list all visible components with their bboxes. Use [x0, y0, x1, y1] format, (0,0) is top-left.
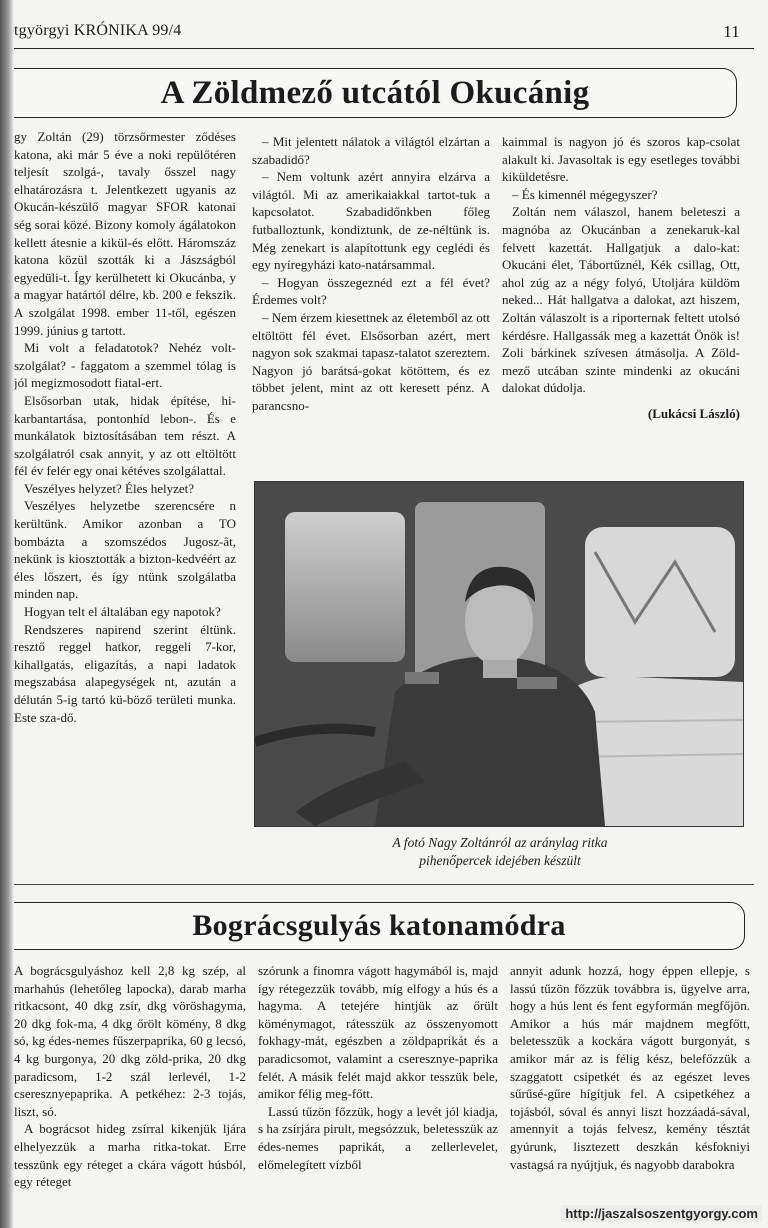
running-head: [14, 22, 740, 44]
paragraph: Veszélyes helyzet? Éles helyzet?: [24, 480, 194, 496]
website-watermark[interactable]: http://jaszalsoszentgyorgy.com: [561, 1205, 762, 1222]
article1-column-3: [502, 133, 740, 463]
paragraph: szórunk a finomra vágott hagymából is, majd így rétegezzük tovább, míg elfogy a hús és a hagyma. A tetejére hintjük az őrült köménymagot, rátesszük az összenyomott fokhagy-mát, egészben a zöldpaprikát és a paradicsomot, valamint a cseresznye-paprika felét. A másik felét majd akkor tesszük bele, amikor félig meg-főtt.: [258, 963, 498, 1102]
article1-title: A Zöldmező utcától Okucánig: [160, 75, 590, 111]
paragraph: – És kimennél mégegyszer?: [512, 186, 658, 202]
paragraph: – Mit jelentett nálatok a világtól elzártan a szabadidő?: [252, 134, 490, 167]
paragraph: gy Zoltán (29) törzsőrmester ződéses katona, aki már 5 éve a noki repülőtéren teljesít szolgá-, tavaly ősszel nagy elhatározásra t. Jelentkezett ugyanis az Okucán-készülő magyar SFOR katonai ség sorai közé. Bizony komoly ágálatokon kellett átesnie a kikül-és előtt. Háromszáz katona közül szották ki a Jászságból egyedüli-t. Így kerülhetett ki Okucánba, y a magyar határtól délre, kb. 200 e fekszik. A szolgálat 1998. ember 11-től, egészen 1999. június g tartott.: [14, 129, 236, 338]
article1-column-1: [14, 128, 236, 880]
page-number: 11: [723, 22, 740, 41]
caption-line-1: A fotó Nagy Zoltánról az aránylag ritka: [392, 835, 608, 850]
journal-name: tgyörgyi KRÓNIKA 99/4: [14, 22, 182, 39]
paragraph: A bográcsot hideg zsírral kikenjük ljára elhelyezzük a marha ritka-tokat. Erre tesszünk egy réteget a ckára vágott húsból, egy réteget: [14, 1121, 246, 1190]
binding-shadow: [0, 0, 14, 1228]
soldier-photo-illustration: [255, 482, 743, 826]
paragraph: kaimmal is nagyon jó és szoros kap-csolat alakult ki. Javasoltak is egy esetleges további kiküldetésre.: [502, 134, 740, 185]
article-separator: [14, 884, 754, 885]
article1-title-box: [14, 68, 737, 118]
article2-column-1: [14, 962, 246, 1228]
caption-line-2: pihenőpercek idejében készült: [419, 853, 581, 868]
paragraph: Mi volt a feladatotok? Nehéz volt-szolgálat? - faggatom a szemmel tólag is jól megizmosodott fiatal-ert.: [14, 340, 236, 391]
left-window: [285, 512, 405, 662]
photo-caption: [300, 834, 700, 870]
paragraph: Hogyan telt el általában egy napotok?: [24, 604, 221, 620]
right-window: [585, 527, 735, 677]
paragraph: – Hogyan összegeznéd ezt a fél évet? Érdemes volt?: [252, 274, 490, 308]
soldier-photo: [254, 481, 744, 827]
header-rule: [14, 48, 754, 49]
paragraph: Lassú tűzön főzzük, hogy a levét jól kiadja, s ha zsírjára pirult, megsózzuk, beletesszük az édes-nemes paprikát, a zellerlevelet, előmelegített vízből: [258, 1103, 498, 1172]
article2-column-2: [258, 962, 498, 1228]
article2-title-box: [14, 902, 745, 950]
paragraph: Veszélyes helyzetbe szerencsére n kerültünk. Amikor azonban a TO bombázta a szomszédos Jugosz-ât, nekünk is kiosztották a bizton-kedvéért az éles lőszert, és így ntünk szolgálatba minden nap.: [14, 498, 236, 602]
paragraph: Zoltán nem válaszol, hanem beleteszi a magnóba az Okucánban a zenekaruk-kal felvett kazettát. Hallgatjuk a dalo-kat: Okucáni élet, Tábortűznél, Kék csillag, Ott, ahol zúg az a négy folyó, Utoljára küldöm neked... Hát hallgatva a dalokat, azt hiszem, Zoltán válaszolt is a riporternak feltett utolsó kérdésre. Hallgassák meg a kazettát Önök is! Zoli bárkinek szívesen átmásolja. A Zöld-mező utcában szinte mindenki az okucáni dalokat dúdolja.: [502, 204, 740, 396]
paragraph: – Nem voltunk azért annyira elzárva a világtól. Mi az amerikaiakkal tartot-tuk a kapcsolatot. Szabadidőnkben főleg futballoztunk, kondiztunk, de ze-néltünk is. Még zenekart is alapítottunk egy ceglédi és egy nyíregyházi kato-natársammal.: [252, 169, 490, 273]
paragraph: A bográcsgulyáshoz kell 2,8 kg szép, al marhahús (lehetőleg lapocka), darab marha ritkacsont, 40 dkg zsír, dkg vöröshagyma, 20 dkg fok-ma, 4 dkg őrölt kömény, 8 dkg só, kg édes-nemes fűszerpaprika, 60 g lecsó, 4 kg burgonya, 20 dkg zöld-prika, 20 dkg paradicsom, 1-2 szál lerlevél, 1-2 cseresznyepaprika. A petkéhez: 2-3 tojás, liszt, só.: [14, 963, 246, 1119]
article2-column-3: [510, 962, 750, 1228]
article1-column-2: [252, 133, 490, 461]
paragraph: – Nem érzem kiesettnek az életemből az ott eltöltött fél évet. Elsősorban azért, mert nagyon sok szakmai tapasz-talatot szereztem. Nagyon jó barátsá-gokat kötöttem, és ez többet jelent, mint az ott keresett pénz. A parancsno-: [252, 309, 490, 413]
author-signature: (Lukácsi László): [647, 405, 740, 421]
paragraph: annyit adunk hozzá, hogy éppen ellepje, s lassú tűzön főzzük továbbra is, ügyelve arra, hogy a hús lent és fent egyformán megfőjön. Amikor a hús már majdnem megfőtt, beletesszük a kockára vágott burgonyát, s amikor már az is félig kész, belefőzzük a szaggatott csipetkét és az egészet leves sűrűsé-gűre hígítjuk fel. A csipetkéhez a tojásból, sóval és annyi liszt hozzáadá-sával, amennyit a tojás felvesz, kemény tésztát gyúrunk, lisztezett deszkán késfokniyi vastagsá ra nyújtjuk, és nagyobb darabokra: [510, 963, 750, 1172]
paragraph: Elsősorban utak, hidak építése, hi-karbantartása, pontonhíd lebon-. És e munkálatok biztosításában tem részt. A szolgálatról csak annyit, y az ott eltöltött fél év felér egy onai kétéves szolgálattal.: [14, 392, 236, 479]
article2-title: Bográcsgulyás katonamódra: [192, 909, 566, 942]
paragraph: Rendszeres napirend szerint éltünk. resztő reggel hatkor, reggeli 7-kor, kihallgatás, eligazítás, a napi ladatok megszabása alapegységek nt, azután a délután 5-ig tartó kü-böző területi munka. Este sza-dő.: [14, 621, 236, 725]
